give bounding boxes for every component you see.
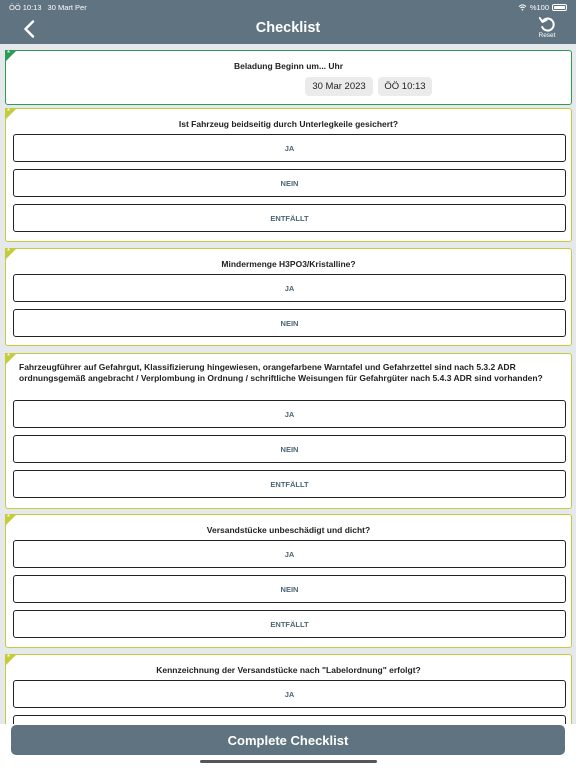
required-star-icon: * bbox=[7, 653, 11, 662]
card-title: Beladung Beginn um... Uhr bbox=[233, 61, 344, 71]
answer-button-entfaellt[interactable]: ENTFÄLLT bbox=[13, 470, 566, 498]
answer-button-entfaellt[interactable]: ENTFÄLLT bbox=[13, 610, 566, 638]
wifi-icon bbox=[518, 4, 527, 11]
nav-bar bbox=[0, 14, 576, 44]
status-bar bbox=[0, 0, 576, 14]
answer-button-nein[interactable]: NEIN bbox=[13, 435, 566, 463]
question-card bbox=[5, 108, 572, 242]
time-picker[interactable]: ÖÖ 10:13 bbox=[378, 77, 432, 96]
answer-button-ja[interactable]: JA bbox=[13, 680, 566, 708]
checklist-content[interactable] bbox=[0, 44, 576, 724]
date-picker[interactable]: 30 Mar 2023 bbox=[305, 77, 373, 96]
status-date: 30 Mart Per bbox=[47, 2, 87, 12]
required-star-icon: * bbox=[7, 107, 11, 116]
question-card bbox=[5, 353, 572, 509]
question-text: Ist Fahrzeug beidseitig durch Unterlegkeile gesichert? bbox=[178, 119, 399, 129]
answer-button-ja[interactable]: JA bbox=[13, 274, 566, 302]
required-star-icon: * bbox=[7, 352, 11, 361]
reset-label: Reset bbox=[538, 32, 556, 39]
status-time: ÖÖ 10:13 bbox=[9, 2, 42, 12]
question-text: Mindermenge H3PO3/Kristalline? bbox=[221, 259, 356, 269]
question-card bbox=[5, 514, 572, 648]
battery-icon bbox=[552, 4, 567, 11]
battery-percent: %100 bbox=[529, 2, 549, 12]
home-indicator bbox=[200, 760, 377, 763]
required-star-icon: * bbox=[7, 513, 11, 522]
answer-button-ja[interactable]: JA bbox=[13, 134, 566, 162]
question-text: Versandstücke unbeschädigt und dicht? bbox=[206, 525, 371, 535]
answer-button-ja[interactable]: JA bbox=[13, 540, 566, 568]
answer-button-entfaellt[interactable]: ENTFÄLLT bbox=[13, 204, 566, 232]
complete-checklist-button[interactable]: Complete Checklist bbox=[11, 725, 565, 755]
required-star-icon: * bbox=[7, 247, 11, 256]
answer-button-ja[interactable]: JA bbox=[13, 400, 566, 428]
required-star-icon: * bbox=[7, 49, 11, 58]
reset-button[interactable] bbox=[536, 15, 558, 43]
question-text: Kennzeichnung der Versandstücke nach "Labelordnung" erfolgt? bbox=[156, 665, 421, 675]
question-card bbox=[5, 654, 572, 724]
answer-button-nein[interactable]: NEIN bbox=[13, 169, 566, 197]
answer-button-nein[interactable]: NEIN bbox=[13, 575, 566, 603]
reset-icon bbox=[538, 15, 556, 33]
page-title: Checklist bbox=[255, 20, 321, 36]
question-text: Fahrzeugführer auf Gefahrgut, Klassifizierung hingewiesen, orangefarbene Warntafel und Gefahrzettel sind nach 5.3.2 ADR ordnungsgemäß angebracht / Verplombung in Ordnung / schriftliche Weisungen für Gefahrgüter nach 5.4.3 ADR sind vorhanden? bbox=[19, 362, 543, 383]
answer-button-next[interactable] bbox=[13, 715, 566, 724]
start-time-card bbox=[5, 50, 572, 105]
answer-button-nein[interactable]: NEIN bbox=[13, 309, 566, 337]
question-card bbox=[5, 248, 572, 346]
